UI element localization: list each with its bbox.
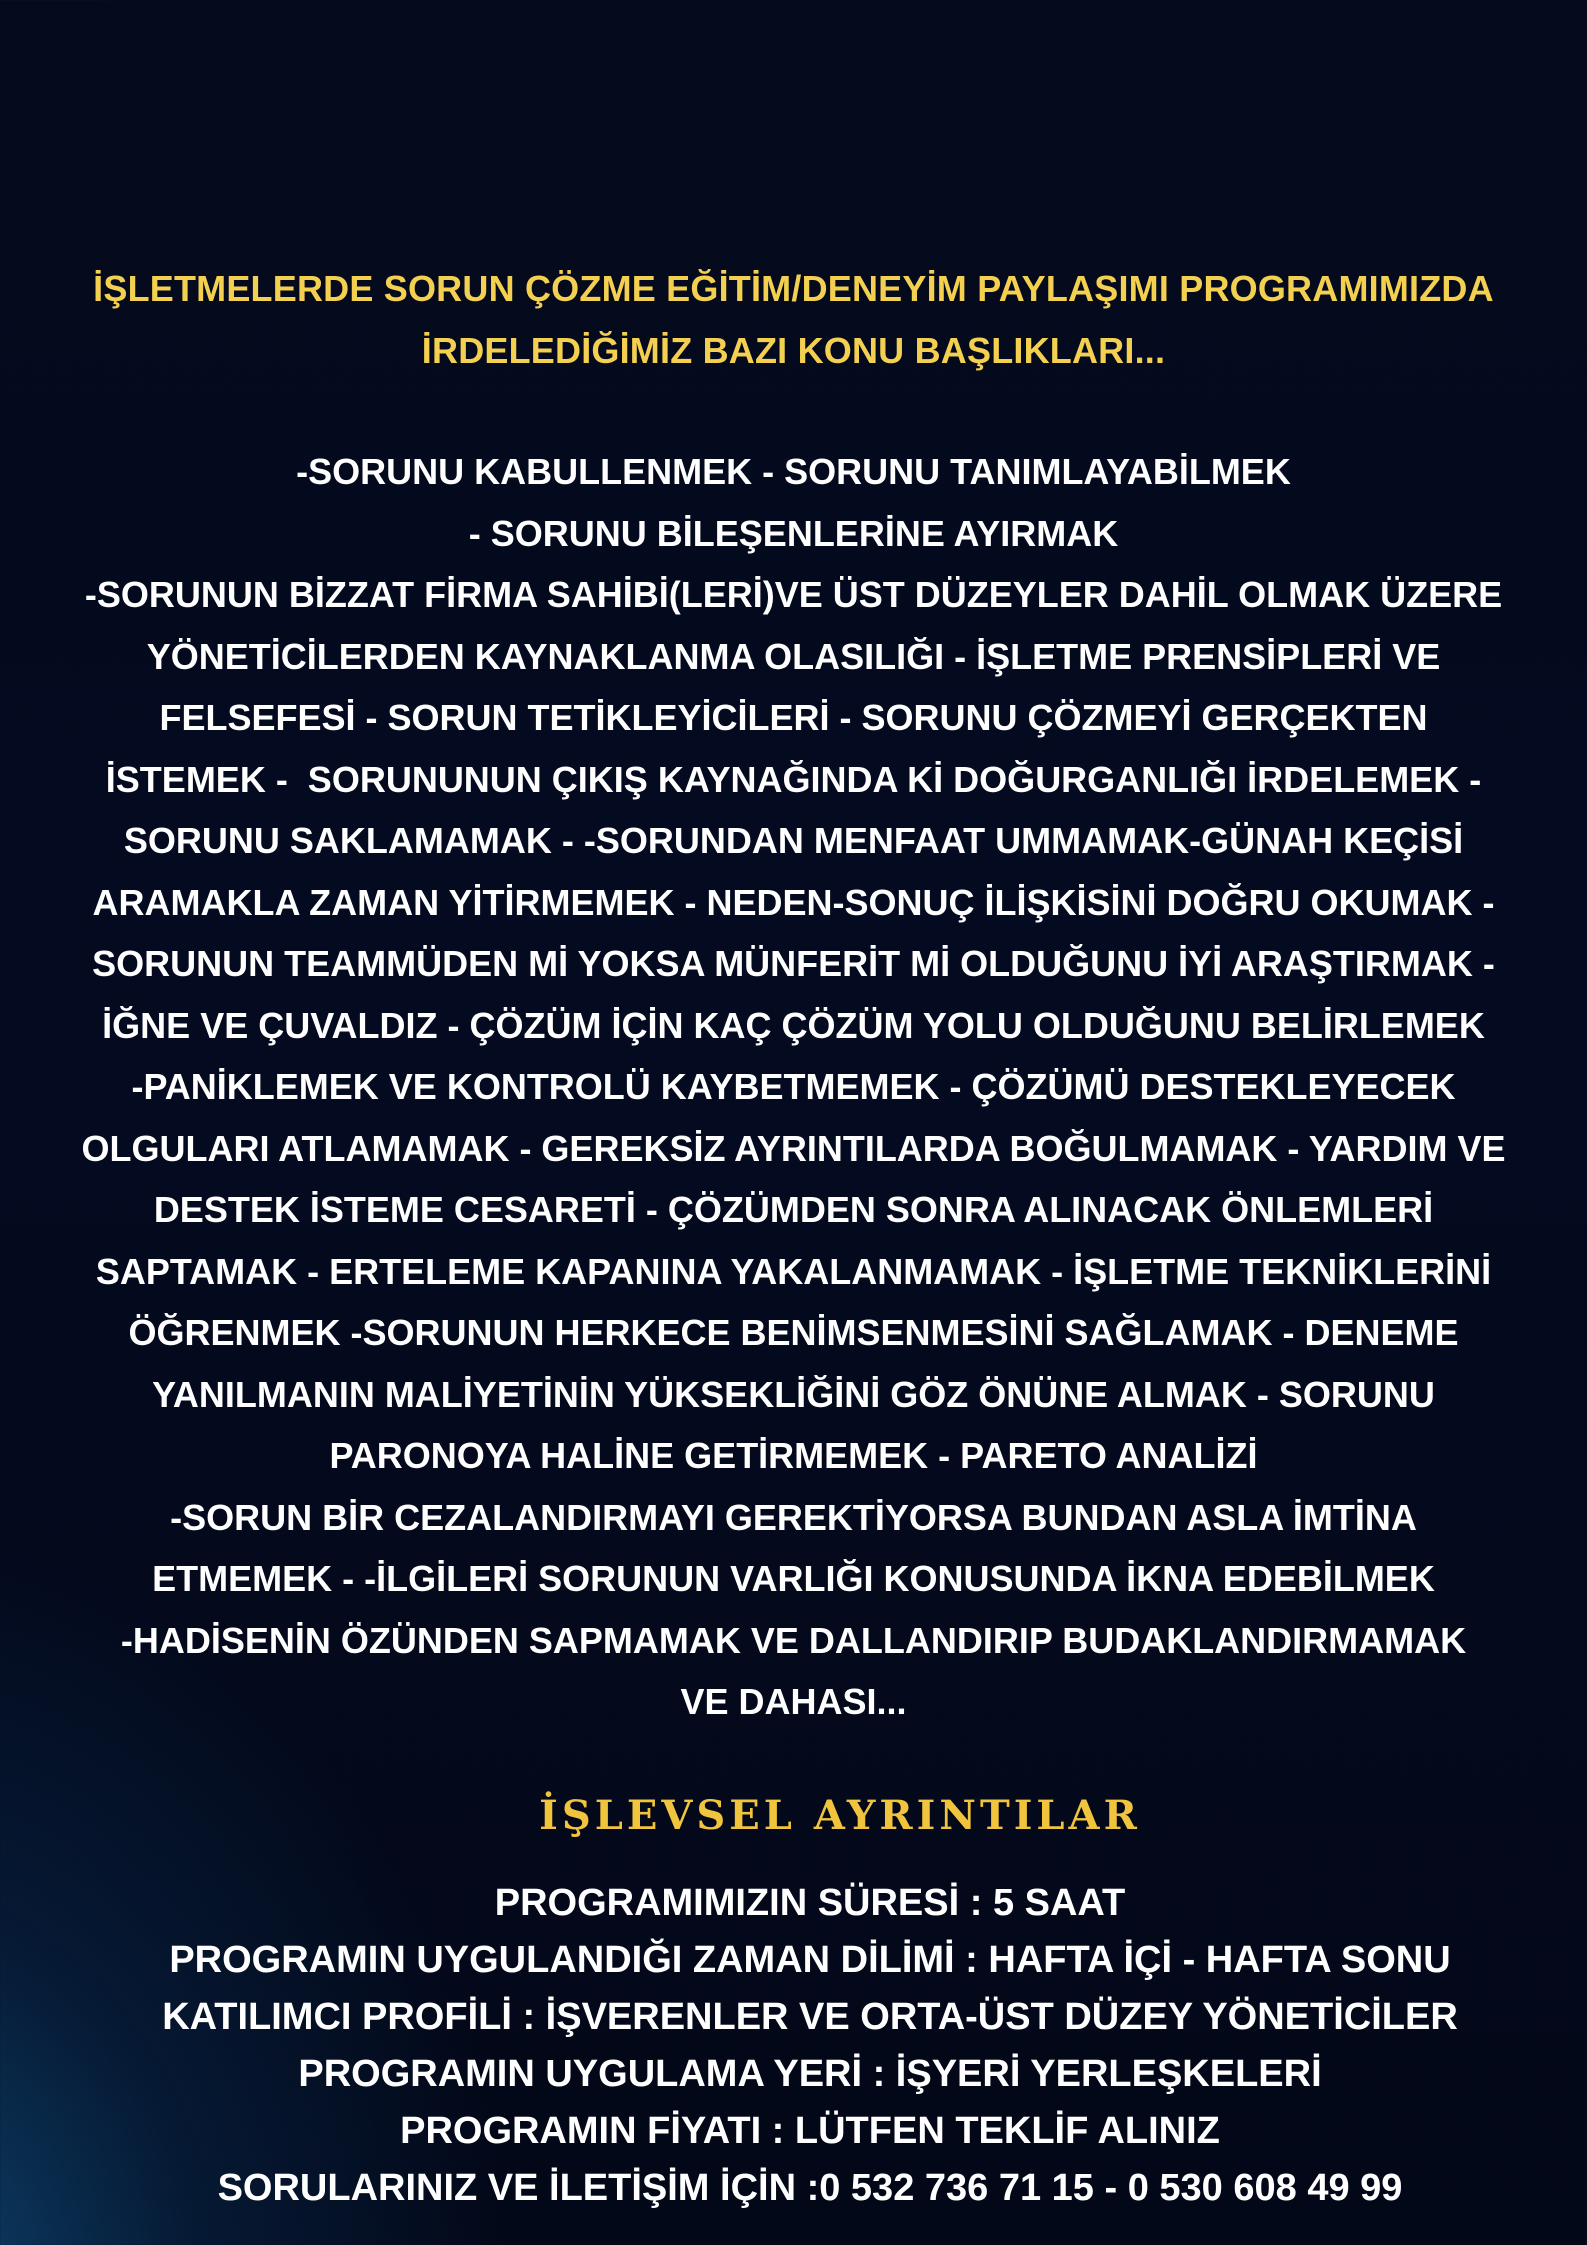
- topic-line: -PANİKLEMEK VE KONTROLÜ KAYBETMEMEK - ÇÖZÜMÜ DESTEKLEYECEK: [131, 1066, 1456, 1107]
- page-heading: [0, 258, 1587, 382]
- topic-line: İĞNE VE ÇUVALDIZ - ÇÖZÜM İÇİN KAÇ ÇÖZÜM YOLU OLDUĞUNU BELİRLEMEK: [102, 1004, 1485, 1046]
- topic-line: SORUNUN TEAMMÜDEN Mİ YOKSA MÜNFERİT Mİ OLDUĞUNU İYİ ARAŞTIRMAK -: [92, 943, 1495, 984]
- topic-line: -SORUN BİR CEZALANDIRMAYI GEREKTİYORSA BUNDAN ASLA İMTİNA: [170, 1496, 1417, 1538]
- topic-line: YÖNETİCİLERDEN KAYNAKLANMA OLASILIĞI - İŞLETME PRENSİPLERİ VE: [146, 635, 1441, 677]
- detail-price: PROGRAMIN FİYATI : LÜTFEN TEKLİF ALINIZ: [400, 2110, 1220, 2152]
- topic-line: YANILMANIN MALİYETİNİN YÜKSEKLİĞİNİ GÖZ ÖNÜNE ALMAK - SORUNU: [152, 1373, 1435, 1415]
- details-list: [0, 1875, 1587, 2217]
- topic-line: ARAMAKLA ZAMAN YİTİRMEMEK - NEDEN-SONUÇ İLİŞKİSİNİ DOĞRU OKUMAK -: [92, 881, 1495, 923]
- detail-participants: KATILIMCI PROFİLİ : İŞVERENLER VE ORTA-ÜST DÜZEY YÖNETİCİLER: [162, 1996, 1458, 2038]
- topic-line: DESTEK İSTEME CESARETİ - ÇÖZÜMDEN SONRA ALINACAK ÖNLEMLERİ: [153, 1189, 1434, 1230]
- topic-line: -SORUNUN BİZZAT FİRMA SAHİBİ(LERİ)VE ÜST DÜZEYLER DAHİL OLMAK ÜZERE: [84, 574, 1503, 615]
- topic-line: FELSEFESİ - SORUN TETİKLEYİCİLERİ - SORUNU ÇÖZMEYİ GERÇEKTEN: [159, 697, 1428, 738]
- heading-line: İRDELEDİĞİMİZ BAZI KONU BAŞLIKLARI...: [421, 330, 1166, 371]
- topic-line: SORUNU SAKLAMAMAK - -SORUNDAN MENFAAT UMMAMAK-GÜNAH KEÇİSİ: [123, 820, 1464, 861]
- topic-line: OLGULARI ATLAMAMAK - GEREKSİZ AYRINTILARDA BOĞULMAMAK - YARDIM VE: [81, 1127, 1506, 1169]
- topic-line: İSTEMEK - SORUNUNUN ÇIKIŞ KAYNAĞINDA Kİ DOĞURGANLIĞI İRDELEMEK -: [105, 758, 1482, 800]
- heading-line: İŞLETMELERDE SORUN ÇÖZME EĞİTİM/DENEYİM PAYLAŞIMI PROGRAMIMIZDA: [93, 268, 1494, 309]
- topic-line: ETMEMEK - -İLGİLERİ SORUNUN VARLIĞI KONUSUNDA İKNA EDEBİLMEK: [152, 1558, 1435, 1599]
- detail-duration: PROGRAMIMIZIN SÜRESİ : 5 SAAT: [494, 1882, 1126, 1924]
- topic-line: PARONOYA HALİNE GETİRMEMEK - PARETO ANALİZİ: [329, 1435, 1258, 1476]
- topic-line: ÖĞRENMEK -SORUNUN HERKECE BENİMSENMESİNİ SAĞLAMAK - DENEME: [128, 1312, 1459, 1353]
- topic-line: - SORUNU BİLEŞENLERİNE AYIRMAK: [468, 512, 1119, 554]
- detail-location: PROGRAMIN UYGULAMA YERİ : İŞYERİ YERLEŞKELERİ: [298, 2053, 1322, 2095]
- section-title: İŞLEVSEL AYRINTILAR: [539, 1792, 1141, 1839]
- topic-list: [0, 441, 1587, 1733]
- topic-line: -HADİSENİN ÖZÜNDEN SAPMAMAK VE DALLANDIRIP BUDAKLANDIRMAMAK: [120, 1619, 1467, 1661]
- topic-line: -SORUNU KABULLENMEK - SORUNU TANIMLAYABİLMEK: [296, 451, 1291, 492]
- detail-schedule: PROGRAMIN UYGULANDIĞI ZAMAN DİLİMİ : HAFTA İÇİ - HAFTA SONU: [169, 1939, 1451, 1981]
- detail-contact: SORULARINIZ VE İLETİŞİM İÇİN :0 532 736 71 15 - 0 530 608 49 99: [217, 2167, 1403, 2209]
- topic-line: SAPTAMAK - ERTELEME KAPANINA YAKALANMAMAK - İŞLETME TEKNİKLERİNİ: [95, 1250, 1492, 1292]
- topic-line: VE DAHASI...: [680, 1681, 907, 1722]
